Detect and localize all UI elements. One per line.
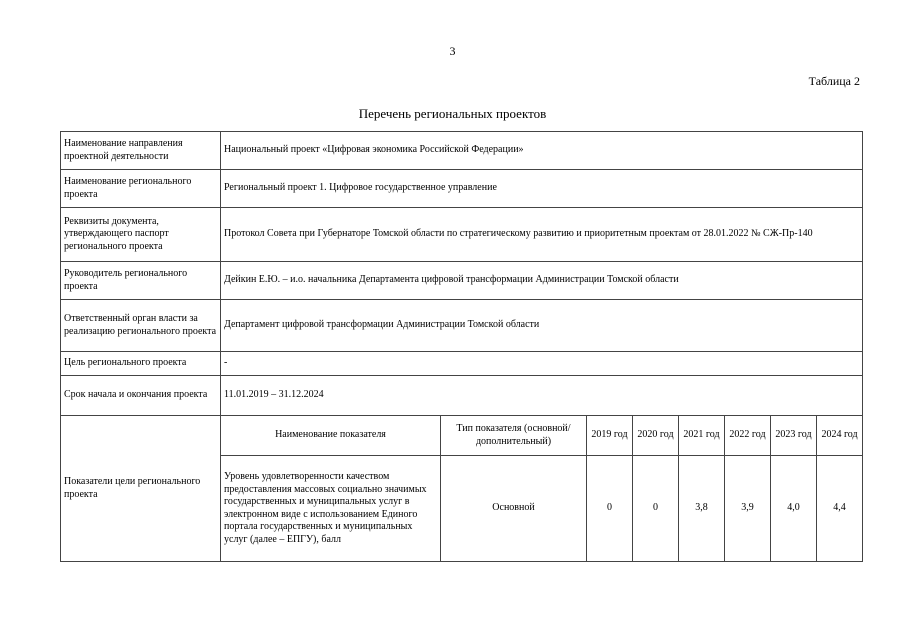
document-title: Перечень региональных проектов <box>358 106 547 121</box>
row-label: Цель регионального проекта <box>61 352 221 376</box>
page-number: 3 <box>449 44 456 58</box>
row-label: Руководитель регионального проекта <box>61 262 221 300</box>
indicator-type: Основной <box>441 456 587 562</box>
table-row <box>61 170 863 208</box>
row-value: Национальный проект «Цифровая экономика Российской Федерации» <box>221 132 863 170</box>
year-header: 2023 год <box>771 416 817 456</box>
table-row <box>61 300 863 352</box>
indicators-header-row <box>61 416 863 456</box>
table-row <box>61 376 863 416</box>
projects-table <box>60 131 863 562</box>
table-label: Таблица 2 <box>808 74 860 88</box>
table-row <box>61 352 863 376</box>
indicator-value: 3,9 <box>725 456 771 562</box>
row-value: Департамент цифровой трансформации Администрации Томской области <box>221 300 863 352</box>
year-header: 2019 год <box>587 416 633 456</box>
indicator-value: 4,4 <box>817 456 863 562</box>
row-label: Срок начала и окончания проекта <box>61 376 221 416</box>
row-label: Показатели цели регионального проекта <box>61 416 221 562</box>
year-header: 2022 год <box>725 416 771 456</box>
table-row <box>61 208 863 262</box>
year-header: 2020 год <box>633 416 679 456</box>
indicator-value: 4,0 <box>771 456 817 562</box>
indicator-value: 0 <box>587 456 633 562</box>
row-value: Региональный проект 1. Цифровое государственное управление <box>221 170 863 208</box>
row-value: - <box>221 352 863 376</box>
indicator-name-header: Наименование показателя <box>221 416 441 456</box>
row-value: Протокол Совета при Губернаторе Томской области по стратегическому развитию и приоритетным проектам от 28.01.2022 № СЖ-Пр-140 <box>221 208 863 262</box>
table-row <box>61 132 863 170</box>
row-label: Наименование направления проектной деятельности <box>61 132 221 170</box>
row-label: Наименование регионального проекта <box>61 170 221 208</box>
indicator-type-header: Тип показателя (основной/ дополнительный) <box>441 416 587 456</box>
year-header: 2024 год <box>817 416 863 456</box>
row-label: Реквизиты документа, утверждающего паспорт регионального проекта <box>61 208 221 262</box>
indicator-value: 3,8 <box>679 456 725 562</box>
row-label: Ответственный орган власти за реализацию регионального проекта <box>61 300 221 352</box>
year-header: 2021 год <box>679 416 725 456</box>
table-row <box>61 262 863 300</box>
indicator-name: Уровень удовлетворенности качеством предоставления массовых социально значимых государственных и муниципальных услуг в электронном виде с использованием Единого портала государственных и муниципальных услуг (далее – ЕПГУ), балл <box>221 456 441 562</box>
row-value: 11.01.2019 – 31.12.2024 <box>221 376 863 416</box>
indicator-value: 0 <box>633 456 679 562</box>
row-value: Дейкин Е.Ю. – и.о. начальника Департамента цифровой трансформации Администрации Томской области <box>221 262 863 300</box>
